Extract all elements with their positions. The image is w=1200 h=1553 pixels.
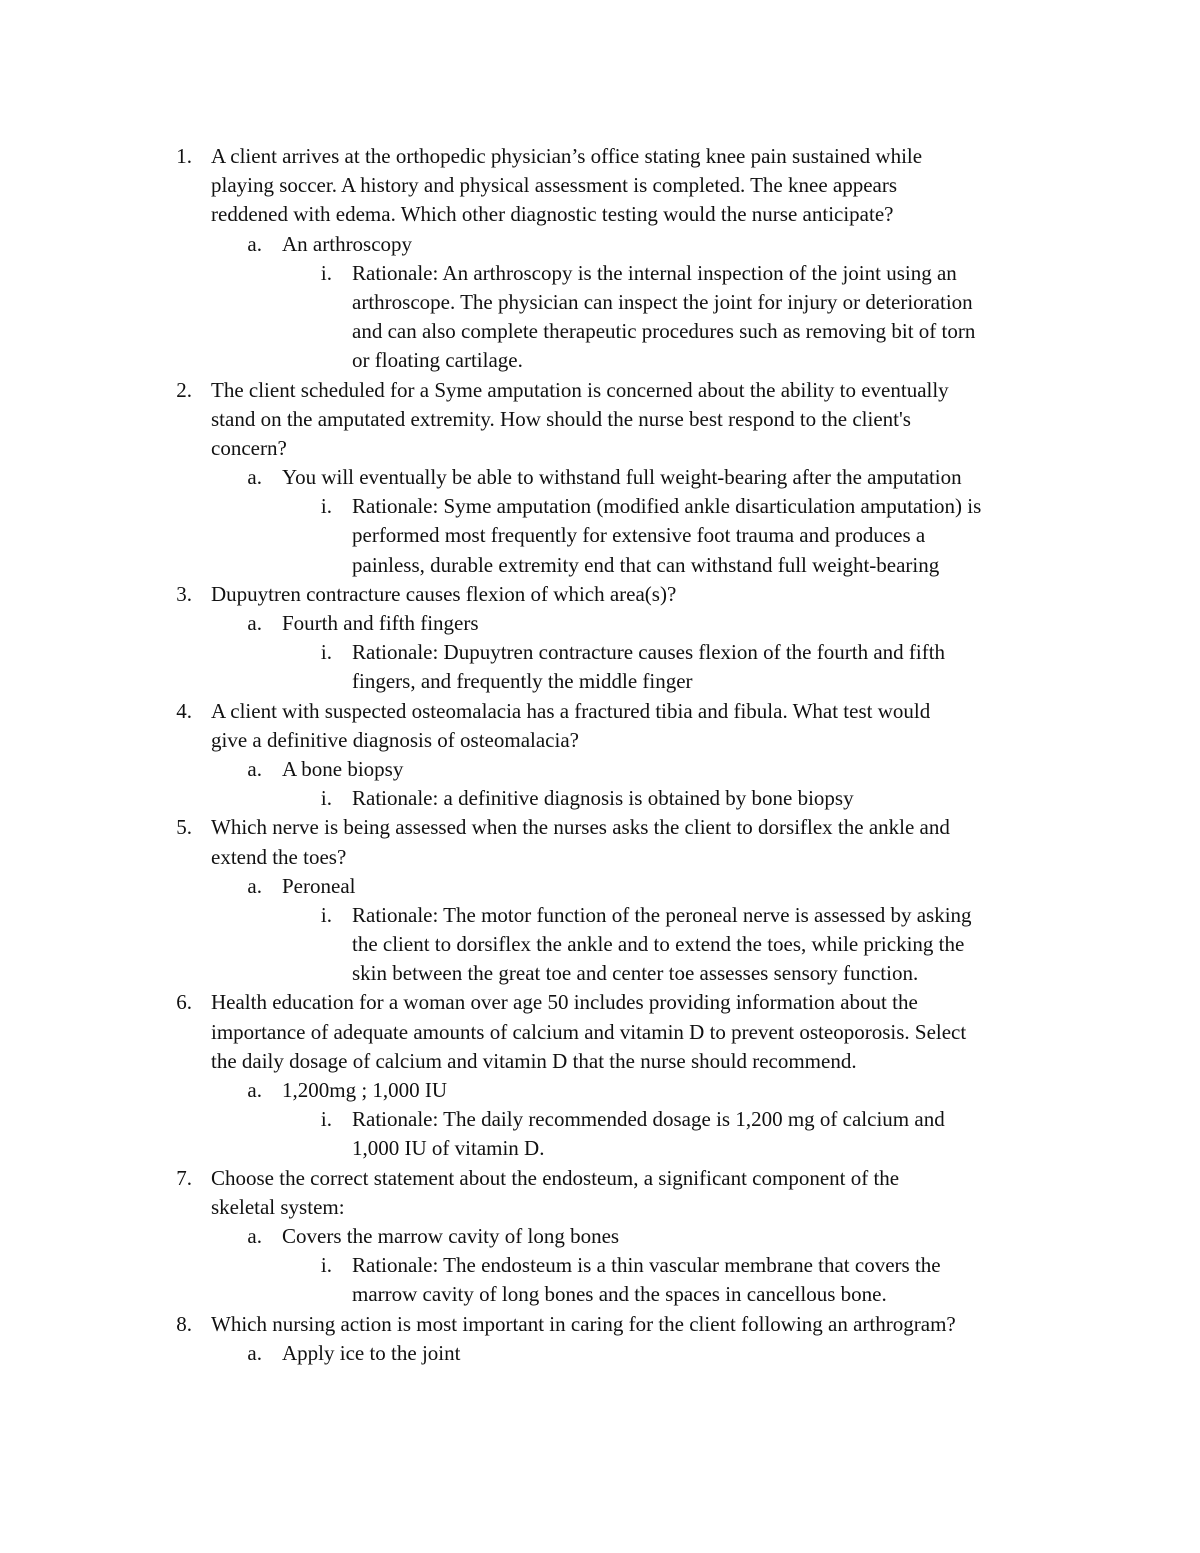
- question-4-line: [0, 726, 1200, 755]
- question-1-line-text: reddened with edema. Which other diagnostic testing would the nurse anticipate?: [211, 202, 894, 227]
- answer-8-line-marker: a.: [247, 1340, 262, 1365]
- rationale-1-line: [0, 346, 1200, 375]
- answer-3-line-marker: a.: [247, 611, 262, 635]
- answer-1-line: [0, 230, 1200, 259]
- question-2-line-marker: 2.: [176, 377, 192, 402]
- answer-6-line-marker: a.: [247, 1078, 262, 1102]
- answer-2-line: [0, 463, 1200, 492]
- rationale-2-line: [0, 492, 1200, 521]
- rationale-1-line-text: and can also complete therapeutic procedures such as removing bit of torn: [352, 319, 976, 344]
- answer-4-line-text: A bone biopsy: [282, 756, 404, 781]
- answer-7-line: [0, 1222, 1200, 1251]
- question-8-line: [0, 1310, 1200, 1339]
- rationale-6-line: [0, 1105, 1200, 1134]
- rationale-4-line-text: Rationale: a definitive diagnosis is obtained by bone biopsy: [352, 786, 854, 811]
- answer-7-line-text: Covers the marrow cavity of long bones: [282, 1223, 620, 1248]
- rationale-3-line: [0, 638, 1200, 667]
- question-6-line: [0, 1018, 1200, 1047]
- question-6-line: [0, 988, 1200, 1017]
- rationale-2-line: [0, 551, 1200, 580]
- rationale-7-line-text: marrow cavity of long bones and the spaces in cancellous bone.: [352, 1282, 887, 1307]
- rationale-5-line-text: Rationale: The motor function of the peroneal nerve is assessed by asking: [352, 902, 972, 927]
- rationale-1-line-text: arthroscope. The physician can inspect the joint for injury or deterioration: [352, 289, 973, 314]
- question-1-line: [0, 200, 1200, 229]
- rationale-2-line-text: Rationale: Syme amputation (modified ankle disarticulation amputation) is: [352, 494, 982, 519]
- rationale-2-line: [0, 521, 1200, 550]
- rationale-5-line: [0, 959, 1200, 988]
- question-1-line-text: A client arrives at the orthopedic physician’s office stating knee pain sustained while: [211, 144, 923, 168]
- rationale-6-line-marker: i.: [320, 1107, 332, 1132]
- question-6-line-text: importance of adequate amounts of calcium and vitamin D to prevent osteoporosis. Select: [211, 1019, 967, 1044]
- rationale-5-line-text: skin between the great toe and center toe assesses sensory function.: [352, 961, 919, 986]
- question-7-line: [0, 1193, 1200, 1222]
- rationale-5-line-text: the client to dorsiflex the ankle and to extend the toes, while pricking the: [352, 932, 965, 957]
- rationale-7-line-text: Rationale: The endosteum is a thin vascular membrane that covers the: [352, 1253, 941, 1278]
- question-2-line-text: concern?: [211, 435, 287, 460]
- rationale-3-line-text: Rationale: Dupuytren contracture causes flexion of the fourth and fifth: [352, 640, 946, 665]
- rationale-5-line-marker: i.: [320, 902, 332, 927]
- rationale-7-line: [0, 1251, 1200, 1280]
- question-2-line-text: stand on the amputated extremity. How should the nurse best respond to the client's: [211, 406, 911, 431]
- rationale-3-line-marker: i.: [320, 640, 332, 665]
- answer-6-line-text: 1,200mg ; 1,000 IU: [282, 1078, 448, 1102]
- rationale-2-line-marker: i.: [320, 494, 332, 519]
- question-5-line: [0, 843, 1200, 872]
- question-7-line-text: skeletal system:: [211, 1194, 345, 1219]
- answer-5-line-marker: a.: [247, 873, 262, 898]
- answer-1-line-marker: a.: [247, 231, 262, 256]
- question-7-line: [0, 1164, 1200, 1193]
- rationale-6-line-text: Rationale: The daily recommended dosage is 1,200 mg of calcium and: [352, 1107, 945, 1132]
- rationale-1-line: [0, 317, 1200, 346]
- rationale-2-line-text: performed most frequently for extensive foot trauma and produces a: [352, 523, 926, 548]
- document-page: [0, 142, 1200, 1368]
- rationale-6-line-text: 1,000 IU of vitamin D.: [352, 1136, 545, 1161]
- question-2-line: [0, 405, 1200, 434]
- rationale-6-line: [0, 1134, 1200, 1163]
- answer-4-line: [0, 755, 1200, 784]
- answer-1-line-text: An arthroscopy: [282, 231, 413, 256]
- rationale-2-line-text: painless, durable extremity end that can withstand full weight-bearing: [352, 552, 940, 577]
- answer-3-line: [0, 609, 1200, 638]
- rationale-5-line: [0, 930, 1200, 959]
- question-6-line-marker: 6.: [176, 990, 192, 1015]
- answer-4-line-marker: a.: [247, 756, 262, 781]
- rationale-4-line: [0, 784, 1200, 813]
- question-6-line-text: the daily dosage of calcium and vitamin D that the nurse should recommend.: [211, 1048, 857, 1073]
- answer-6-line: [0, 1076, 1200, 1105]
- question-4-line-text: A client with suspected osteomalacia has a fractured tibia and fibula. What test would: [211, 698, 931, 723]
- question-2-line: [0, 434, 1200, 463]
- rationale-4-line-marker: i.: [320, 786, 332, 811]
- rationale-1-line-text: or floating cartilage.: [352, 348, 523, 373]
- rationale-1-line-text: Rationale: An arthroscopy is the internal inspection of the joint using an: [352, 260, 957, 285]
- rationale-7-line-marker: i.: [320, 1253, 332, 1278]
- question-7-line-text: Choose the correct statement about the endosteum, a significant component of the: [211, 1165, 900, 1190]
- question-6-line-text: Health education for a woman over age 50 includes providing information about the: [211, 990, 918, 1015]
- question-1-line-marker: 1.: [176, 144, 192, 168]
- answer-2-line-marker: a.: [247, 465, 262, 490]
- question-1-line: [0, 171, 1200, 200]
- rationale-1-line: [0, 288, 1200, 317]
- rationale-7-line: [0, 1280, 1200, 1309]
- question-5-line-text: extend the toes?: [211, 844, 347, 869]
- question-1-line: [0, 142, 1200, 171]
- question-8-line-marker: 8.: [176, 1311, 192, 1336]
- answer-8-line: [0, 1339, 1200, 1368]
- question-3-line-marker: 3.: [176, 581, 192, 606]
- question-7-line-marker: 7.: [176, 1165, 192, 1190]
- answer-7-line-marker: a.: [247, 1223, 262, 1248]
- question-6-line: [0, 1047, 1200, 1076]
- question-4-line-marker: 4.: [176, 698, 192, 723]
- question-2-line-text: The client scheduled for a Syme amputation is concerned about the ability to eventually: [211, 377, 949, 402]
- question-1-line-text: playing soccer. A history and physical assessment is completed. The knee appears: [211, 173, 898, 198]
- question-3-line: [0, 580, 1200, 609]
- rationale-3-line-text: fingers, and frequently the middle finger: [352, 669, 693, 694]
- question-5-line-text: Which nerve is being assessed when the nurses asks the client to dorsiflex the ankle and: [211, 815, 950, 840]
- rationale-1-line-marker: i.: [320, 260, 332, 285]
- question-4-line-text: give a definitive diagnosis of osteomalacia?: [211, 727, 579, 752]
- question-4-line: [0, 697, 1200, 726]
- answer-3-line-text: Fourth and fifth fingers: [282, 611, 479, 635]
- question-2-line: [0, 376, 1200, 405]
- rationale-5-line: [0, 901, 1200, 930]
- answer-8-line-text: Apply ice to the joint: [282, 1340, 461, 1365]
- rationale-3-line: [0, 667, 1200, 696]
- rationale-1-line: [0, 259, 1200, 288]
- answer-2-line-text: You will eventually be able to withstand full weight-bearing after the amputation: [282, 465, 962, 490]
- answer-5-line: [0, 872, 1200, 901]
- answer-5-line-text: Peroneal: [282, 873, 356, 898]
- question-5-line-marker: 5.: [176, 815, 192, 840]
- question-3-line-text: Dupuytren contracture causes flexion of which area(s)?: [211, 581, 677, 606]
- question-5-line: [0, 813, 1200, 842]
- question-8-line-text: Which nursing action is most important in caring for the client following an arthrogram?: [211, 1311, 956, 1336]
